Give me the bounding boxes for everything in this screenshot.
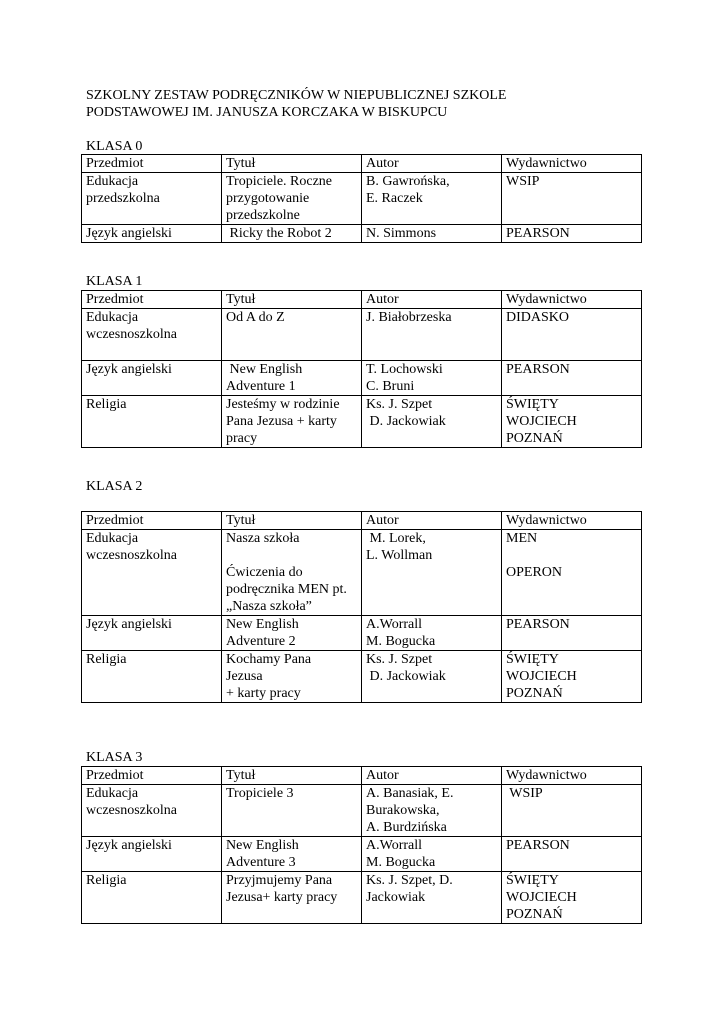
- cell-text: A. Burdzińska: [366, 820, 447, 835]
- header-wydawnictwo: [502, 512, 642, 530]
- header-label: Wydawnictwo: [506, 292, 587, 307]
- cell-wydawnictwo: [502, 396, 642, 448]
- header-label: Przedmiot: [86, 513, 144, 528]
- cell-text: Jezusa: [226, 669, 263, 684]
- header-tytul: [222, 155, 362, 173]
- header-wydawnictwo: [502, 291, 642, 309]
- header-przedmiot: [82, 512, 222, 530]
- cell-text: N. Simmons: [366, 226, 437, 241]
- cell-text: New English: [226, 838, 299, 853]
- klasa-3-label: KLASA 3: [86, 750, 143, 765]
- cell-wydawnictwo: [502, 872, 642, 924]
- cell-text: New English: [226, 362, 303, 377]
- cell-text: Ćwiczenia do: [226, 565, 303, 580]
- cell-text: Edukacja: [86, 786, 139, 801]
- cell-text: ŚWIĘTY: [506, 652, 559, 667]
- cell-text: M. Bogucka: [366, 855, 436, 870]
- cell-text: [226, 547, 357, 564]
- cell-text: Jackowiak: [366, 890, 426, 905]
- cell-text: M. Bogucka: [366, 634, 436, 649]
- cell-text: PEARSON: [506, 362, 570, 377]
- cell-text: wczesnoszkolna: [86, 803, 177, 818]
- cell-przedmiot: [82, 396, 222, 448]
- header-label: Tytuł: [226, 292, 256, 307]
- cell-text: A.Worrall: [366, 838, 423, 853]
- cell-autor: [362, 651, 502, 703]
- cell-text: „Nasza szkoła”: [226, 599, 312, 614]
- cell-text: Kochamy Pana: [226, 652, 312, 667]
- header-autor: [362, 155, 502, 173]
- cell-przedmiot: [82, 225, 222, 243]
- cell-tytul: [222, 872, 362, 924]
- table-row: [82, 309, 642, 361]
- table-row: [82, 530, 642, 616]
- header-autor: [362, 291, 502, 309]
- cell-przedmiot: [82, 872, 222, 924]
- cell-text: + karty pracy: [226, 686, 301, 701]
- cell-text: Język angielski: [86, 617, 172, 632]
- header-przedmiot: [82, 767, 222, 785]
- klasa-0-label: KLASA 0: [86, 139, 143, 154]
- cell-text: Edukacja: [86, 174, 139, 189]
- cell-autor: [362, 173, 502, 225]
- cell-text: PEARSON: [506, 617, 570, 632]
- cell-text: M. Lorek,: [366, 531, 426, 546]
- cell-text: Adventure 2: [226, 634, 296, 649]
- cell-text: [506, 547, 637, 564]
- table-header-row: [82, 512, 642, 530]
- cell-autor: [362, 396, 502, 448]
- cell-text: T. Lochowski: [366, 362, 443, 377]
- klasa-3-table: [81, 766, 642, 924]
- cell-autor: [362, 361, 502, 396]
- cell-text: WSIP: [506, 786, 543, 801]
- cell-przedmiot: [82, 616, 222, 651]
- cell-wydawnictwo: [502, 651, 642, 703]
- cell-text: Od A do Z: [226, 310, 285, 325]
- cell-tytul: [222, 225, 362, 243]
- cell-text: PEARSON: [506, 838, 570, 853]
- cell-wydawnictwo: [502, 530, 642, 616]
- cell-autor: [362, 309, 502, 361]
- cell-text: wczesnoszkolna: [86, 548, 177, 563]
- header-label: Przedmiot: [86, 156, 144, 171]
- cell-text: POZNAŃ: [506, 907, 563, 922]
- cell-text: Jezusa+ karty pracy: [226, 890, 338, 905]
- cell-text: D. Jackowiak: [366, 669, 446, 684]
- klasa-0-table: [81, 154, 642, 243]
- cell-autor: [362, 837, 502, 872]
- cell-text: [86, 343, 217, 360]
- header-label: Wydawnictwo: [506, 156, 587, 171]
- cell-text: MEN: [506, 531, 538, 546]
- cell-przedmiot: [82, 173, 222, 225]
- klasa-2-table: [81, 511, 642, 703]
- cell-przedmiot: [82, 785, 222, 837]
- cell-text: Adventure 1: [226, 379, 296, 394]
- cell-tytul: [222, 361, 362, 396]
- cell-text: J. Białobrzeska: [366, 310, 452, 325]
- header-label: Autor: [366, 292, 399, 307]
- cell-text: Tropiciele. Roczne: [226, 174, 333, 189]
- cell-text: C. Bruni: [366, 379, 415, 394]
- table-row: [82, 616, 642, 651]
- cell-przedmiot: [82, 309, 222, 361]
- cell-text: Przyjmujemy Pana: [226, 873, 333, 888]
- header-label: Autor: [366, 768, 399, 783]
- cell-przedmiot: [82, 651, 222, 703]
- table-row: [82, 396, 642, 448]
- cell-przedmiot: [82, 361, 222, 396]
- cell-autor: [362, 785, 502, 837]
- klasa-1-table: [81, 290, 642, 448]
- header-autor: [362, 767, 502, 785]
- cell-text: Religia: [86, 873, 127, 888]
- title-line-2: PODSTAWOWEJ IM. JANUSZA KORCZAKA W BISKUPCU: [86, 105, 448, 120]
- cell-text: pracy: [226, 431, 258, 446]
- cell-text: New English: [226, 617, 299, 632]
- header-tytul: [222, 767, 362, 785]
- cell-text: Ks. J. Szpet, D.: [366, 873, 453, 888]
- cell-text: wczesnoszkolna: [86, 327, 177, 342]
- header-przedmiot: [82, 155, 222, 173]
- header-autor: [362, 512, 502, 530]
- table-header-row: [82, 155, 642, 173]
- cell-text: podręcznika MEN pt.: [226, 582, 347, 597]
- cell-text: Edukacja: [86, 310, 139, 325]
- cell-tytul: [222, 837, 362, 872]
- header-wydawnictwo: [502, 767, 642, 785]
- cell-text: ŚWIĘTY: [506, 397, 559, 412]
- cell-text: Tropiciele 3: [226, 786, 294, 801]
- cell-tytul: [222, 173, 362, 225]
- klasa-1-label: KLASA 1: [86, 274, 143, 289]
- cell-text: B. Gawrońska,: [366, 174, 450, 189]
- cell-text: Pana Jezusa + karty: [226, 414, 337, 429]
- header-label: Tytuł: [226, 513, 256, 528]
- header-label: Tytuł: [226, 156, 256, 171]
- table-row: [82, 361, 642, 396]
- cell-text: WSIP: [506, 174, 540, 189]
- cell-wydawnictwo: [502, 785, 642, 837]
- cell-text: ŚWIĘTY: [506, 873, 559, 888]
- cell-text: Edukacja: [86, 531, 139, 546]
- cell-text: A. Banasiak, E.: [366, 786, 454, 801]
- table-header-row: [82, 291, 642, 309]
- cell-text: Adventure 3: [226, 855, 296, 870]
- cell-wydawnictwo: [502, 225, 642, 243]
- cell-przedmiot: [82, 837, 222, 872]
- cell-tytul: [222, 616, 362, 651]
- cell-text: przygotowanie: [226, 191, 310, 206]
- cell-wydawnictwo: [502, 173, 642, 225]
- cell-text: PEARSON: [506, 226, 570, 241]
- table-header-row: [82, 767, 642, 785]
- header-przedmiot: [82, 291, 222, 309]
- cell-przedmiot: [82, 530, 222, 616]
- title-line-1: SZKOLNY ZESTAW PODRĘCZNIKÓW W NIEPUBLICZNEJ SZKOLE: [86, 88, 507, 103]
- cell-text: Nasza szkoła: [226, 531, 300, 546]
- cell-text: Religia: [86, 652, 127, 667]
- cell-text: Język angielski: [86, 226, 172, 241]
- cell-text: przedszkolna: [86, 191, 160, 206]
- header-label: Wydawnictwo: [506, 513, 587, 528]
- cell-autor: [362, 530, 502, 616]
- cell-text: Język angielski: [86, 838, 172, 853]
- header-label: Autor: [366, 156, 399, 171]
- cell-autor: [362, 872, 502, 924]
- table-row: [82, 872, 642, 924]
- table-row: [82, 651, 642, 703]
- cell-text: DIDASKO: [506, 310, 569, 325]
- cell-text: A.Worrall: [366, 617, 423, 632]
- cell-tytul: [222, 530, 362, 616]
- document-title: [86, 87, 646, 121]
- cell-text: Ks. J. Szpet: [366, 652, 433, 667]
- cell-tytul: [222, 651, 362, 703]
- cell-wydawnictwo: [502, 837, 642, 872]
- table-row: [82, 173, 642, 225]
- header-tytul: [222, 291, 362, 309]
- cell-text: Ks. J. Szpet: [366, 397, 433, 412]
- cell-wydawnictwo: [502, 616, 642, 651]
- header-tytul: [222, 512, 362, 530]
- cell-text: WOJCIECH: [506, 414, 577, 429]
- table-row: [82, 225, 642, 243]
- cell-text: Burakowska,: [366, 803, 440, 818]
- cell-text: przedszkolne: [226, 208, 300, 223]
- cell-text: WOJCIECH: [506, 669, 577, 684]
- cell-autor: [362, 616, 502, 651]
- cell-text: E. Raczek: [366, 191, 423, 206]
- klasa-2-label: KLASA 2: [86, 479, 143, 494]
- cell-text: POZNAŃ: [506, 431, 563, 446]
- cell-wydawnictwo: [502, 361, 642, 396]
- cell-tytul: [222, 785, 362, 837]
- cell-text: Ricky the Robot 2: [226, 226, 332, 241]
- cell-tytul: [222, 309, 362, 361]
- header-label: Przedmiot: [86, 768, 144, 783]
- cell-text: OPERON: [506, 565, 563, 580]
- header-wydawnictwo: [502, 155, 642, 173]
- cell-text: Jesteśmy w rodzinie: [226, 397, 340, 412]
- header-label: Przedmiot: [86, 292, 144, 307]
- table-row: [82, 837, 642, 872]
- cell-autor: [362, 225, 502, 243]
- cell-text: POZNAŃ: [506, 686, 563, 701]
- header-label: Wydawnictwo: [506, 768, 587, 783]
- cell-text: WOJCIECH: [506, 890, 577, 905]
- cell-text: L. Wollman: [366, 548, 433, 563]
- header-label: Autor: [366, 513, 399, 528]
- cell-text: D. Jackowiak: [366, 414, 446, 429]
- cell-text: Religia: [86, 397, 127, 412]
- cell-text: Język angielski: [86, 362, 172, 377]
- header-label: Tytuł: [226, 768, 256, 783]
- cell-wydawnictwo: [502, 309, 642, 361]
- table-row: [82, 785, 642, 837]
- cell-tytul: [222, 396, 362, 448]
